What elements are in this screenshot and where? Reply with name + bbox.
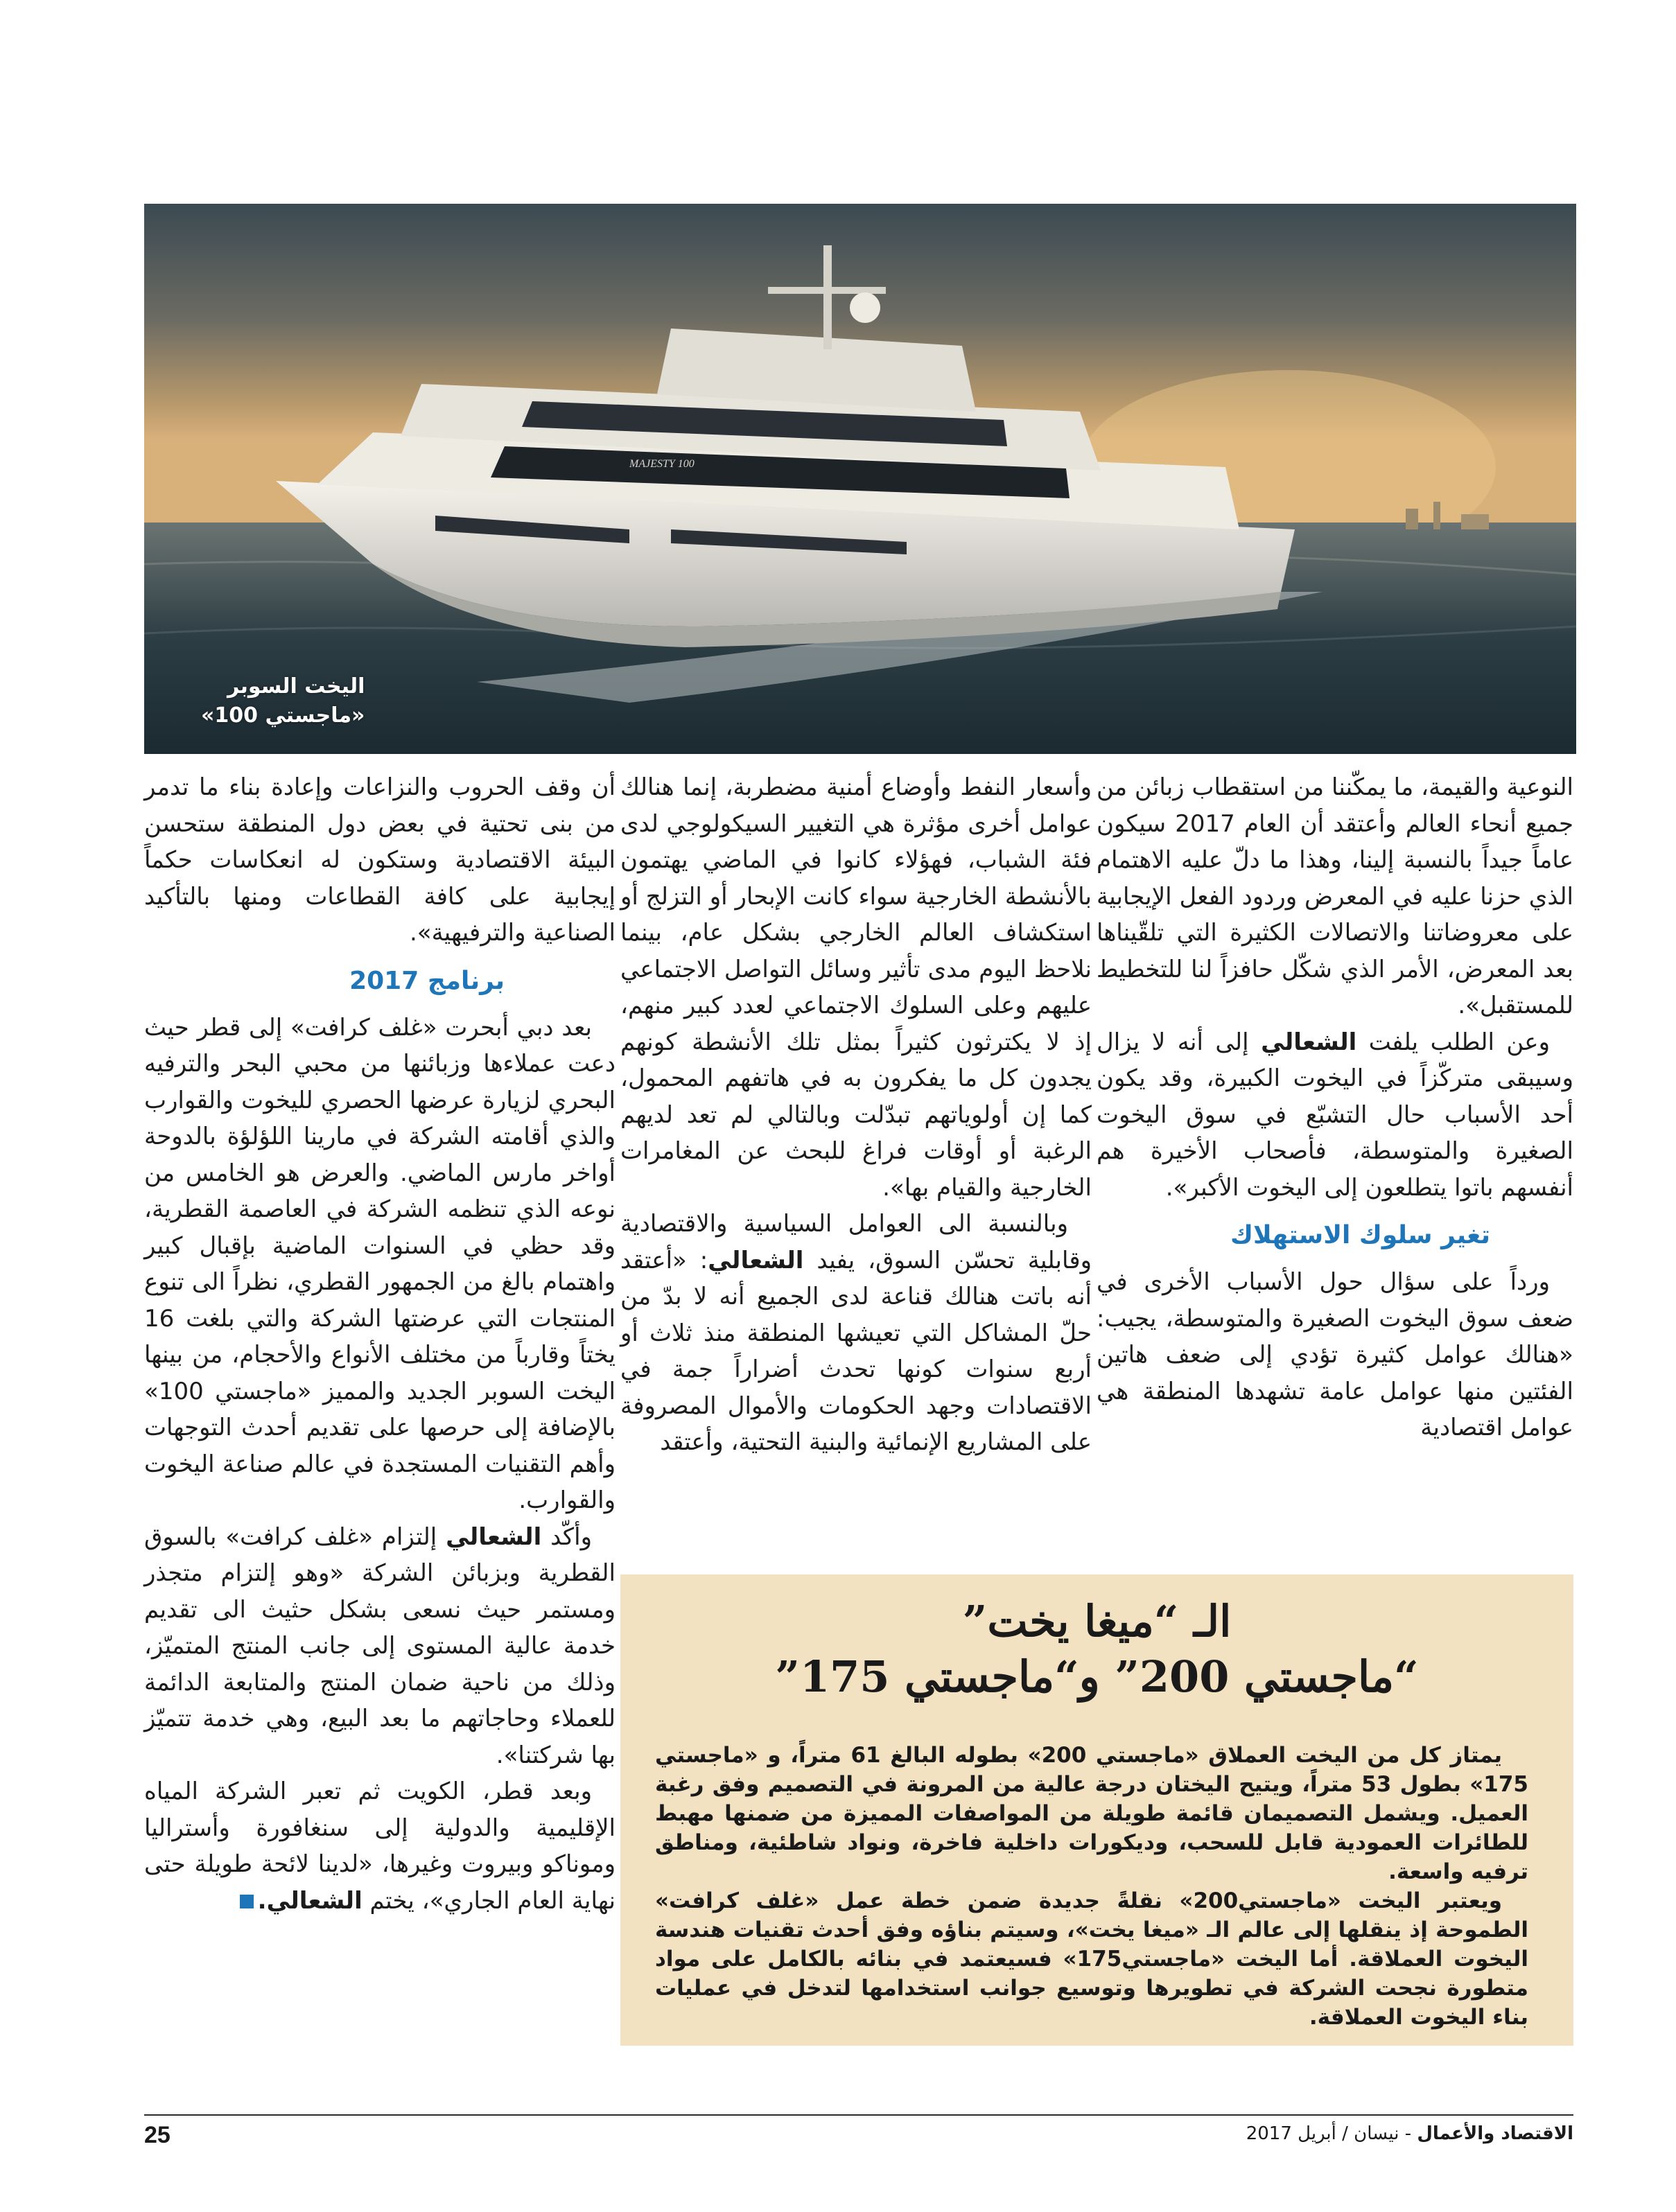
sidebar-subtitle: “ماجستي 200” و“ماجستي 175”: [775, 1651, 1419, 1702]
page-number: 25: [144, 2122, 171, 2148]
text-run: وأكّد: [541, 1522, 592, 1551]
section-heading: تغير سلوك الاستهلاك: [1230, 1221, 1490, 1249]
paragraph: [620, 1206, 1092, 1461]
sidebar-box: [620, 1574, 1573, 2046]
paragraph: النوعية والقيمة، ما يمكّننا من استقطاب زبائن من جميع أنحاء العالم وأعتقد أن العام 2017 سيكون عاماً جيداً بالنسبة إلينا، وهذا ما دلّ عليه الاهتمام الذي حزنا عليه في المعرض وردود الفعل الإيجابية على معروضاتنا والاتصالات الكثيرة التي تلقّيناها بعد المعرض، الأمر الذي شكّل حافزاً لنا للتخطيط للمستقبل».: [1097, 773, 1573, 1019]
paragraph: ورداً على سؤال حول الأسباب الأخرى في ضعف سوق اليخوت الصغيرة والمتوسطة، يجيب: «هنالك عوامل كثيرة تؤدي إلى ضعف هاتين الفئتين منها عوامل عامة تشهدها المنطقة هي عوامل اقتصادية: [1097, 1268, 1573, 1441]
text-run: إلتزام «غلف كرافت» بالسوق القطرية وبزبائن الشركة «وهو إلتزام متجذر ومستمر حيث نسعى بشكل حثيث الى تقديم خدمة عالية المستوى إلى جانب المنتج المتميّز، وذلك من ناحية ضمان المنتج والمتابعة الدائمة للعملاء وحاجاتهم ما بعد البيع، وهي خدمة تتميّز بها شركتنا».: [144, 1522, 616, 1769]
yacht-photo: [144, 204, 1576, 754]
caption-line-1: اليخت السوبر: [227, 674, 365, 699]
paragraph: [144, 1773, 616, 1919]
text-run: وعن الطلب يلفت: [1356, 1028, 1551, 1056]
person-name: الشعالي: [446, 1522, 542, 1551]
text-run: وبالنسبة الى العوامل السياسية والاقتصادية وقابلية تحسّن السوق، يفيد: [620, 1210, 1092, 1274]
text-run: : «أعتقد أنه باتت هنالك قناعة لدى الجميع أنه لا بدّ من حلّ المشاكل التي تعيشها المنطقة منذ ثلاث أو أربع سنوات كونها تحدث أضراراً جمة في الاقتصادات وجهد الحكومات والأموال المصروفة على المشاريع الإنمائية والبنية التحتية، وأعتقد: [620, 1246, 1092, 1456]
footer-rule: [144, 2114, 1573, 2116]
column-left: [144, 769, 616, 1919]
end-of-article-mark: [240, 1895, 254, 1908]
person-name: الشعالي.: [257, 1886, 363, 1915]
photo-caption: [201, 672, 365, 730]
paragraph: بعد دبي أبحرت «غلف كرافت» إلى قطر حيث دعت عملاءها وزبائنها من محبي البحر والترفيه البحري لزيارة عرضها الحصري لليخوت والقوارب والذي أقامته الشركة في مارينا اللؤلؤة بالدوحة أواخر مارس الماضي. والعرض هو الخامس من نوعه الذي تنظمه الشركة في العاصمة القطرية، وقد حظي في السنوات الماضية بإقبال كبير واهتمام بالغ من الجمهور القطري، نظراً الى تنوع المنتجات التي عرضتها الشركة والتي بلغت 16 يختاً وقارباً من مختلف الأنواع والأحجام، من بينها اليخت السوبر الجديد والمميز «ماجستي 100» بالإضافة إلى حرصها على تقديم أحدث التوجهات وأهم التقنيات المستجدة في عالم صناعة اليخوت والقوارب.: [144, 1013, 616, 1514]
text-run: وبعد قطر، الكويت ثم تعبر الشركة المياه الإقليمية والدولية إلى سنغافورة وأستراليا وموناكو وبيروت وغيرها، «لدينا لائحة طويلة حتى نهاية العام الجاري»، يختم: [144, 1778, 616, 1915]
sidebar-paragraph: ويعتبر اليخت «ماجستي200» نقلةً جديدة ضمن خطة عمل «غلف كرافت» الطموحة إذ ينقلها إلى عالم الـ «ميغا يخت»، وسيتم بناؤه وفق أحدث تقنيات هندسة اليخوت العملاقة. أما اليخت «ماجستي175» فسيعتمد في بنائه بالكامل على مواد متطورة نجحت الشركة في تطويرها وتوسيع جوانب استخدامها لتدخل في عمليات بناء اليخوت العملاقة.: [655, 1888, 1529, 2030]
column-right: [1097, 769, 1573, 1446]
text-run: إلى أنه لا يزال وسيبقى متركّزاً في اليخوت الكبيرة، وقد يكون أحد الأسباب حال التشبّع في سوق اليخوت الصغيرة والمتوسطة، فأصحاب الأخيرة هم أنفسهم باتوا يتطلعون إلى اليخوت الأكبر».: [1097, 1028, 1573, 1202]
paragraph: [1097, 1024, 1573, 1206]
sidebar-paragraph: يمتاز كل من اليخت العملاق «ماجستي 200» بطوله البالغ 61 متراً، و «ماجستي 175» بطول 53 متراً، ويتيح اليختان درجة عالية من المرونة في التصميم وفق رغبة العميل. ويشمل التصميمان قائمة طويلة من المواصفات المميزة من ضمنها مهبط للطائرات العمودية قابل للسحب، وديكورات داخلية فاخرة، ونواد شاطئية، ومناطق ترفيه واسعة.: [655, 1743, 1528, 1884]
section-heading: برنامج 2017: [349, 966, 505, 995]
magazine-name: الاقتصاد والأعمال: [1417, 2123, 1573, 2144]
person-name: الشعالي: [708, 1246, 804, 1274]
hull-name: MAJESTY 100: [629, 458, 695, 470]
caption-line-2: «ماجستي 100»: [201, 703, 365, 728]
sidebar-title: الـ “ميغا يخت”: [962, 1596, 1232, 1647]
sidebar-body: [655, 1741, 1528, 2032]
issue-date: - نيسان / أبريل 2017: [1246, 2123, 1417, 2144]
column-middle: [620, 769, 1092, 1461]
paragraph: وأسعار النفط وأوضاع أمنية مضطربة، إنما هنالك عوامل أخرى مؤثرة هي التغيير السيكولوجي لدى فئة الشباب، فهؤلاء كانوا في الماضي يهتمون بالأنشطة الخارجية سواء كانت الإبحار أو التزلج أو استكشاف العالم الخارجي بشكل عام، بينما نلاحظ اليوم مدى تأثير وسائل التواصل الاجتماعي عليهم وعلى السلوك الاجتماعي لعدد كبير منهم، إذ لا يكترثون كثيراً بمثل تلك الأنشطة كونهم يجدون كل ما يفكرون به في هاتفهم المحمول، كما إن أولوياتهم تبدّلت وبالتالي لم تعد لديهم الرغبة أو أوقات فراغ للبحث عن المغامرات الخارجية والقيام بها».: [620, 773, 1092, 1202]
paragraph: [144, 1519, 616, 1774]
footer-issue: [1246, 2123, 1573, 2144]
person-name: الشعالي: [1261, 1028, 1357, 1056]
yacht-image: [144, 204, 1576, 754]
paragraph: أن وقف الحروب والنزاعات وإعادة بناء ما تدمر من بنى تحتية في بعض دول المنطقة ستحسن البيئة الاقتصادية وستكون له انعكاسات حكماً إيجابية على كافة القطاعات ومنها بالتأكيد الصناعية والترفيهية».: [144, 773, 616, 947]
